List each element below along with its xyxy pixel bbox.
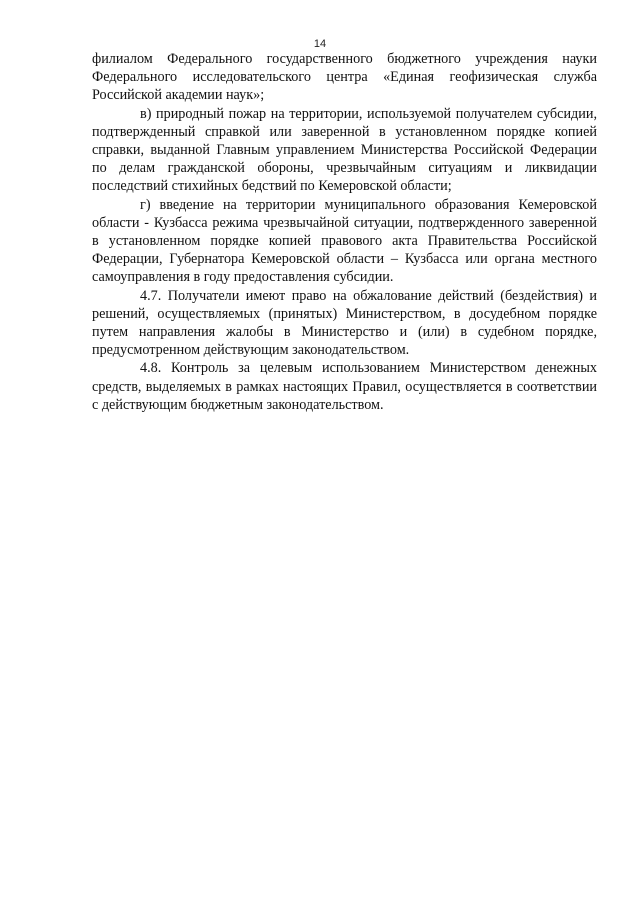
document-body	[92, 50, 597, 414]
paragraph-4-8: 4.8. Контроль за целевым использованием Министерством денежных средств, выделяемых в рамках настоящих Правил, осуществляется в соответствии с действующим бюджетным законодательством.	[92, 360, 597, 413]
paragraph-continuation: филиалом Федерального государственного бюджетного учреждения науки Федерального исследовательского центра «Единая геофизическая служба Российской академии наук»;	[92, 51, 597, 104]
paragraph-item-g: г) введение на территории муниципального образования Кемеровской области - Кузбасса режима чрезвычайной ситуации, подтвержденного заверенной в установленном порядке копией правового акта Правительства Российской Федерации, Губернатора Кемеровской области – Кузбасса или органа местного самоуправления в году предоставления субсидии.	[92, 196, 597, 286]
paragraph-item-v: в) природный пожар на территории, используемой получателем субсидии, подтвержденный справкой или заверенной в установленном порядке копией справки, выданной Главным управлением Министерства Российской Федерации по делам гражданской обороны, чрезвычайным ситуациям и ликвидации последствий стихийных бедствий по Кемеровской области;	[92, 105, 597, 195]
page-number: 14	[313, 38, 327, 50]
paragraph-4-7: 4.7. Получатели имеют право на обжалование действий (бездействия) и решений, осуществляемых (принятых) Министерством, в досудебном порядке путем направления жалобы в Министерство и (или) в судебном порядке, предусмотренном действующим законодательством.	[92, 287, 597, 359]
